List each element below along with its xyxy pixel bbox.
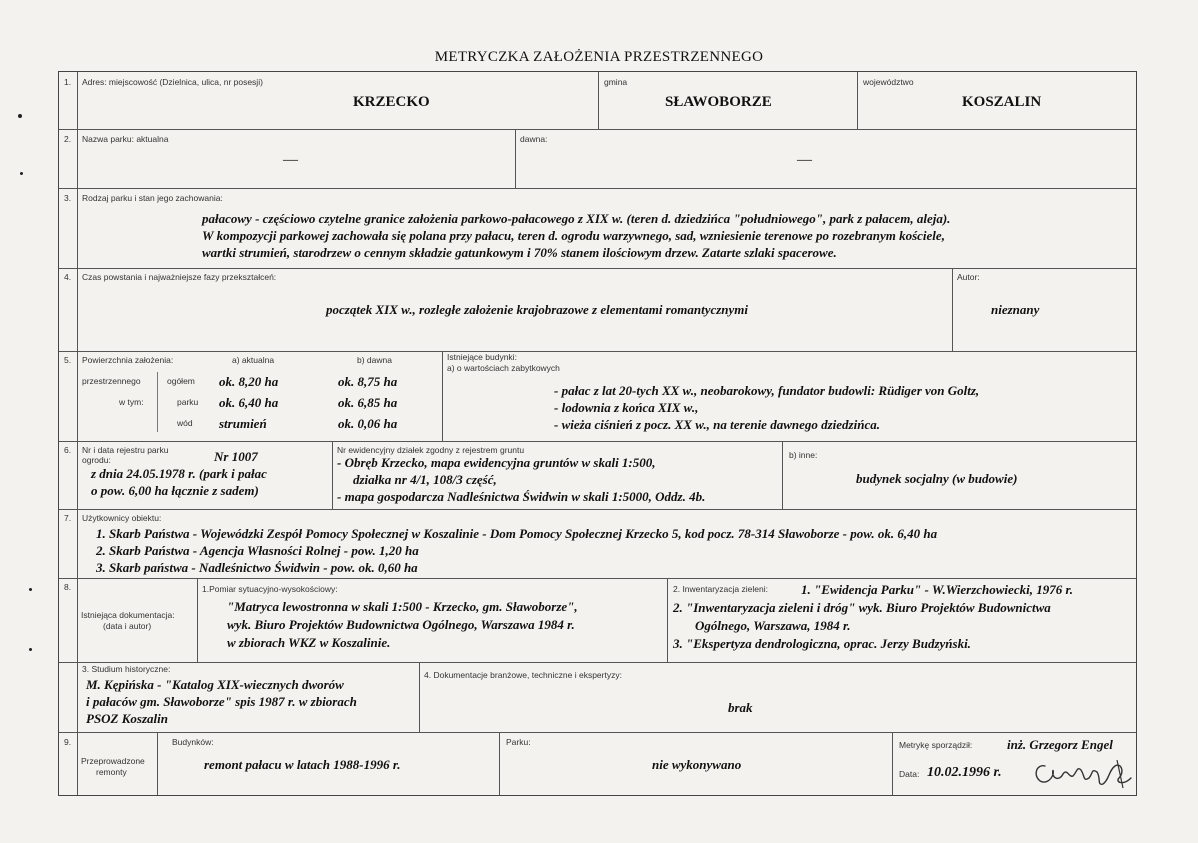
repairs-label: Przeprowadzone — [81, 756, 145, 766]
users-label: Użytkownicy obiektu: — [82, 513, 162, 523]
survey-line: "Matryca lewostronna w skali 1:500 - Krzecko, gm. Sławoborze", — [227, 599, 578, 614]
park-type-line: W kompozycji parkowej zachowała się polana przy pałacu, teren d. ogrodu warzywnego, sad, wzniesienie terenowe po rozebranym kościele, — [202, 228, 945, 243]
row-number: 4. — [64, 272, 72, 282]
user-item: 1. Skarb Państwa - Wojewódzki Zespół Pomocy Społecznej w Koszalinie - Dom Pomocy Społecznej Krzecko 5, kod pocz. 78-314 Sławoborze - pow. ok. 6,40 ha — [96, 526, 938, 541]
gmina-value: SŁAWOBORZE — [665, 94, 772, 110]
survey-line: w zbiorach WKZ w Koszalinie. — [227, 635, 391, 650]
buildings-sublabel: a) o wartościach zabytkowych — [447, 363, 560, 373]
area-water-label: wód — [177, 418, 193, 428]
technical-docs-label: 4. Dokumentacje branżowe, techniczne i ekspertyzy: — [424, 670, 622, 680]
repairs-label-2: remonty — [96, 767, 127, 777]
greenery-inventory-line: 1. "Ewidencja Parku" - W.Wierzchowiecki, 1976 r. — [801, 582, 1074, 597]
address-value: KRZECKO — [353, 94, 430, 110]
voivodeship-value: KOSZALIN — [962, 94, 1042, 110]
registry-area: o pow. 6,00 ha łącznie z sadem) — [91, 483, 259, 498]
building-item: - wieża ciśnień z pocz. XX w., na terenie dawnego dziedzińca. — [554, 417, 880, 432]
historical-study-label: 3. Studium historyczne: — [82, 664, 171, 674]
park-name-former-value: — — [797, 152, 812, 168]
gmina-label: gmina — [604, 77, 628, 87]
user-item: 2. Skarb Państwa - Agencja Własności Rolnej - pow. 1,20 ha — [96, 543, 419, 558]
document-title: METRYCZKA ZAŁOŻENIA PRZESTRZENNEGO — [434, 49, 764, 65]
greenery-inventory-line: Ogólnego, Warszawa, 1984 r. — [695, 618, 851, 633]
row-number: 2. — [64, 134, 72, 144]
park-type-label: Rodzaj parku i stan jego zachowania: — [82, 193, 223, 203]
area-former-park: ok. 6,85 ha — [338, 395, 398, 410]
user-item: 3. Skarb państwa - Nadleśnictwo Świdwin - pow. ok. 0,60 ha — [96, 560, 418, 575]
registry-label-2: ogrodu: — [82, 455, 111, 465]
row-number: 1. — [64, 77, 72, 87]
park-repairs-value: nie wykonywano — [652, 757, 742, 772]
registry-date: z dnia 24.05.1978 r. (park i pałac — [91, 466, 267, 481]
address-label: Adres: miejscowość (Dzielnica, ulica, nr posesji) — [82, 77, 263, 87]
area-label: Powierzchnia założenia: — [82, 355, 174, 365]
historical-study-line: PSOZ Koszalin — [86, 711, 168, 726]
prepared-by-label: Metrykę sporządził: — [899, 740, 973, 750]
technical-docs-value: brak — [728, 700, 753, 715]
row-number: 9. — [64, 737, 72, 747]
prepared-by-value: inż. Grzegorz Engel — [1007, 737, 1113, 752]
parcel-line: działka nr 4/1, 108/3 część, — [353, 472, 497, 487]
buildings-repairs-label: Budynków: — [172, 737, 214, 747]
form-table — [58, 71, 1137, 796]
area-current-water: strumień — [219, 416, 267, 431]
area-current-total: ok. 8,20 ha — [219, 374, 279, 389]
historical-study-line: M. Kępińska - "Katalog XIX-wiecznych dworów — [86, 677, 344, 692]
signature-image — [1031, 752, 1135, 792]
row-number: 7. — [64, 513, 72, 523]
author-value: nieznany — [991, 302, 1040, 317]
buildings-label: Istniejące budynki: — [447, 352, 517, 362]
other-value: budynek socjalny (w budowie) — [856, 471, 1018, 486]
history-label: Czas powstania i najważniejsze fazy przekształceń: — [82, 272, 277, 282]
punch-mark — [29, 648, 32, 651]
area-including-label: w tym: — [119, 397, 144, 407]
park-repairs-label: Parku: — [506, 737, 531, 747]
greenery-inventory-label: 2. Inwentaryzacja zieleni: — [673, 584, 768, 594]
greenery-inventory-line: 3. "Ekspertyza dendrologiczna, oprac. Jerzy Budzyński. — [673, 636, 971, 651]
history-value: początek XIX w., rozległe założenie krajobrazowe z elementami romantycznymi — [326, 302, 749, 317]
area-former-header: b) dawna — [357, 355, 392, 365]
historical-study-line: i pałaców gm. Sławoborze" spis 1987 r. w zbiorach — [86, 694, 357, 709]
survey-line: wyk. Biuro Projektów Budownictwa Ogólnego, Warszawa 1984 r. — [227, 617, 575, 632]
survey-label: 1.Pomiar sytuacyjno-wysokościowy: — [202, 584, 338, 594]
park-type-line: pałacowy - częściowo czytelne granice założenia parkowo-pałacowego z XIX w. (teren d. dziedzińca "południowego", park z pałacem, aleja). — [202, 211, 951, 226]
parcel-label: Nr ewidencyjny działek zgodny z rejestrem gruntu — [337, 445, 525, 455]
date-value: 10.02.1996 r. — [927, 765, 1002, 780]
park-name-current-value: — — [283, 152, 298, 168]
row-number: 5. — [64, 355, 72, 365]
documentation-label-2: (data i autor) — [103, 621, 152, 631]
area-spatial-label: przestrzennego — [82, 376, 141, 386]
other-label: b) inne: — [789, 450, 818, 460]
parcel-line: - mapa gospodarcza Nadleśnictwa Świdwin w skali 1:5000, Oddz. 4b. — [337, 489, 706, 504]
row-number: 8. — [64, 582, 72, 592]
area-total-label: ogółem — [167, 376, 195, 386]
documentation-label: Istniejąca dokumentacja: — [81, 610, 175, 620]
row-number: 6. — [64, 445, 72, 455]
punch-mark — [29, 588, 32, 591]
area-former-water: ok. 0,06 ha — [338, 416, 398, 431]
area-current-header: a) aktualna — [232, 355, 275, 365]
registry-label: Nr i data rejestru parku — [82, 445, 169, 455]
greenery-inventory-line: 2. "Inwentaryzacja zieleni i dróg" wyk. Biuro Projektów Budownictwa — [673, 600, 1051, 615]
parcel-line: - Obręb Krzecko, mapa ewidencyjna gruntów w skali 1:500, — [337, 455, 656, 470]
punch-mark — [18, 114, 22, 118]
buildings-repairs-value: remont pałacu w latach 1988-1996 r. — [204, 757, 401, 772]
park-type-line: wartki strumień, starodrzew o cennym składzie gatunkowym i 70% stanem ilościowym drzew. Zatarte szlaki spacerowe. — [202, 245, 837, 260]
registry-number: Nr 1007 — [214, 449, 258, 464]
building-item: - pałac z lat 20-tych XX w., neobarokowy, fundator budowli: Rüdiger von Goltz, — [554, 383, 980, 398]
row-number: 3. — [64, 193, 72, 203]
park-name-current-label: Nazwa parku: aktualna — [82, 134, 169, 144]
voivodeship-label: województwo — [863, 77, 914, 87]
area-former-total: ok. 8,75 ha — [338, 374, 398, 389]
area-park-label: parku — [177, 397, 199, 407]
park-name-former-label: dawna: — [520, 134, 548, 144]
author-label: Autor: — [957, 272, 980, 282]
area-current-park: ok. 6,40 ha — [219, 395, 279, 410]
date-label: Data: — [899, 769, 920, 779]
punch-mark — [20, 172, 23, 175]
building-item: - lodownia z końca XIX w., — [554, 400, 699, 415]
